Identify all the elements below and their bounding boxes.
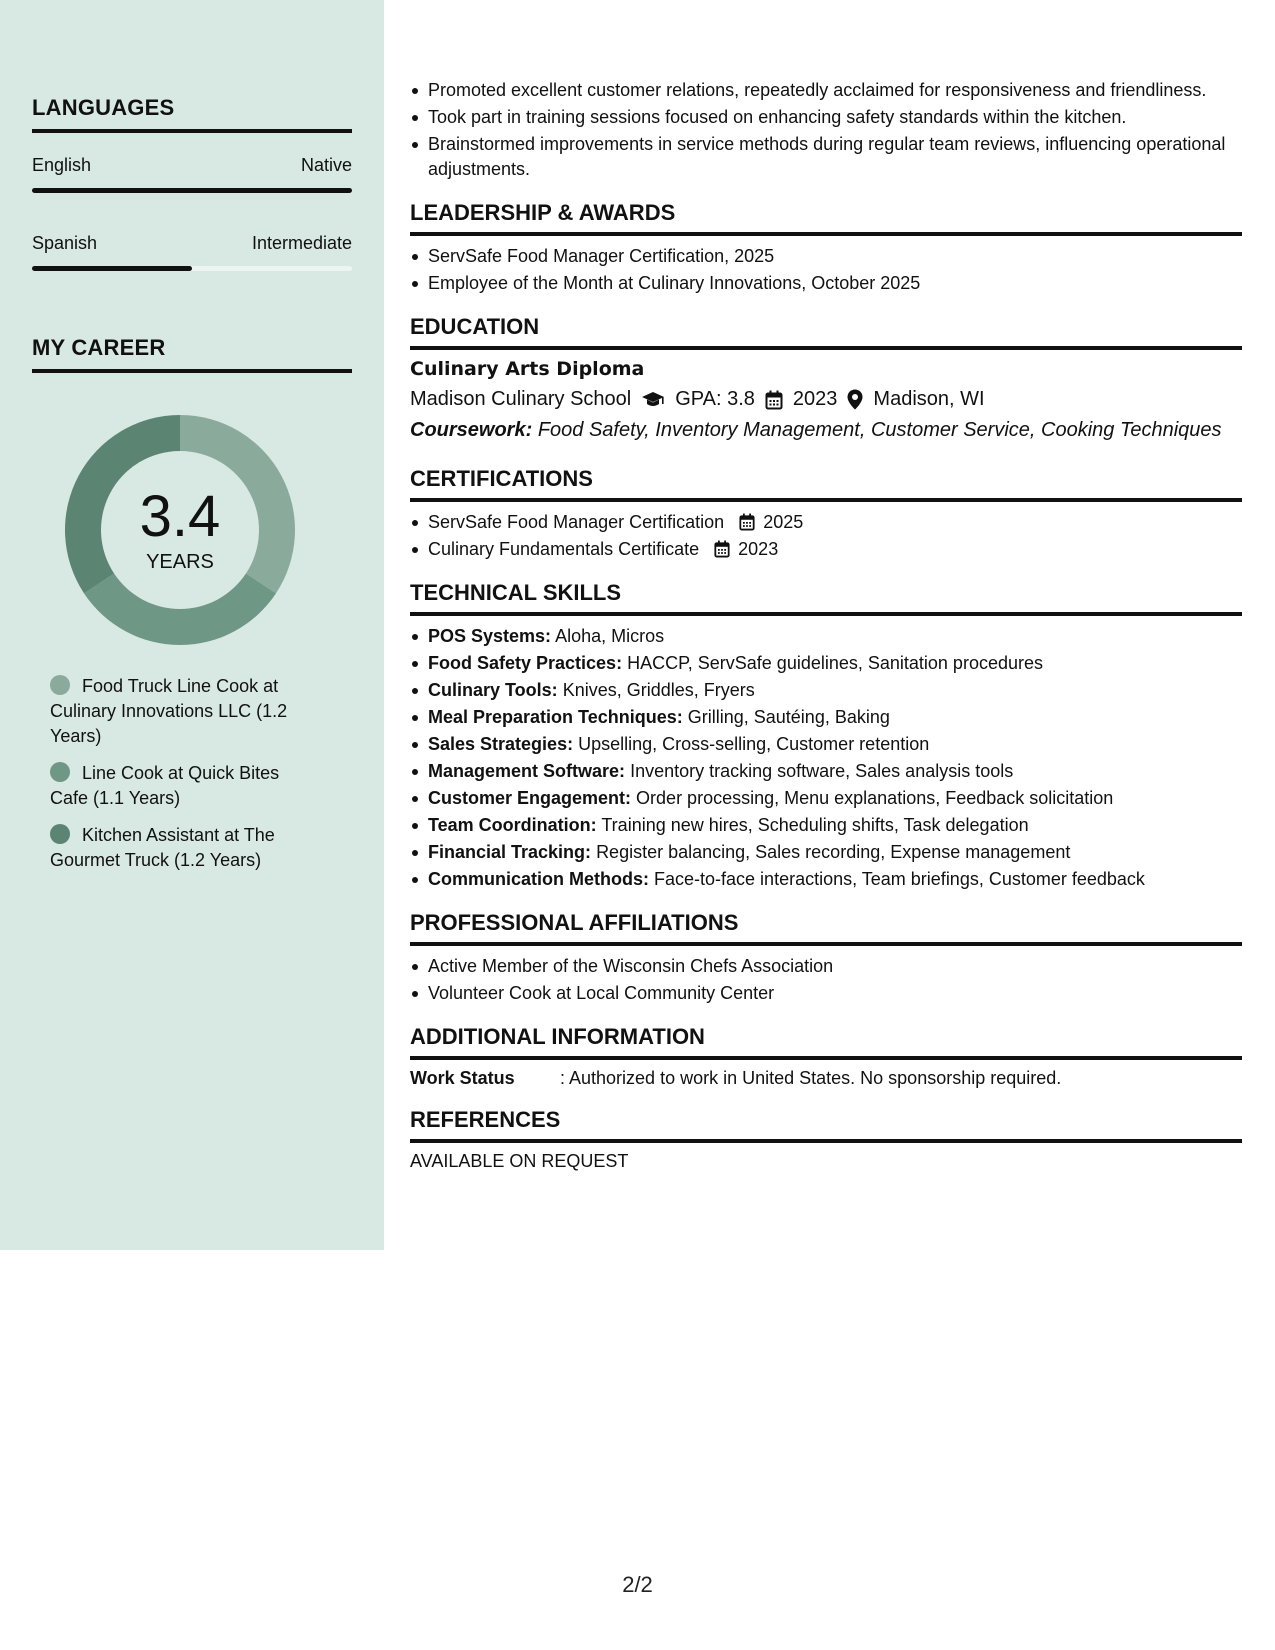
certifications-heading: CERTIFICATIONS <box>410 466 593 491</box>
section-divider <box>410 612 1242 616</box>
skill-label: Sales Strategies: <box>428 734 574 754</box>
section-divider <box>410 232 1242 236</box>
career-donut-chart <box>65 415 295 645</box>
language-name: Spanish <box>32 233 98 253</box>
section-divider <box>410 1056 1242 1060</box>
skill-label: Culinary Tools: <box>428 680 558 700</box>
language-level: Native <box>300 155 352 175</box>
career-legend-item <box>50 761 310 811</box>
section-divider <box>410 346 1242 350</box>
references-text: AVAILABLE ON REQUEST <box>410 1151 629 1171</box>
skill-item <box>410 840 1242 865</box>
skill-label: Food Safety Practices: <box>428 653 623 673</box>
skills-list <box>410 624 1242 892</box>
legend-dot-icon <box>50 675 70 695</box>
career-total-unit: YEARS <box>146 551 214 573</box>
leadership-heading: LEADERSHIP & AWARDS <box>410 200 676 225</box>
skill-item <box>410 759 1242 784</box>
languages-section <box>32 95 352 271</box>
skill-value: Order processing, Menu explanations, Feedback solicitation <box>636 788 1114 808</box>
language-item <box>32 155 352 193</box>
skill-label: Customer Engagement: <box>428 788 632 808</box>
leadership-list <box>410 244 1242 296</box>
skill-value: Upselling, Cross-selling, Customer retention <box>578 734 930 754</box>
languages-divider <box>32 129 352 133</box>
skill-value: Aloha, Micros <box>555 626 665 646</box>
skill-label: Management Software: <box>428 761 626 781</box>
affiliation-item: Active Member of the Wisconsin Chefs Association <box>410 954 1242 979</box>
language-proficiency-bar <box>32 188 352 193</box>
skill-item <box>410 624 1242 649</box>
skill-item <box>410 732 1242 757</box>
additional-info-heading: ADDITIONAL INFORMATION <box>410 1024 705 1049</box>
career-divider <box>32 369 352 373</box>
work-status-label: Work Status <box>410 1068 515 1088</box>
certifications-list <box>410 510 1242 562</box>
work-status-value: : Authorized to work in United States. No sponsorship required. <box>560 1068 1062 1088</box>
work-status-row <box>410 1068 1242 1089</box>
calendar-icon <box>765 390 783 410</box>
certification-item <box>410 510 1242 535</box>
career-legend-label: Line Cook at Quick Bites Cafe (1.1 Years) <box>50 763 280 808</box>
sidebar <box>0 0 384 1250</box>
certification-name: ServSafe Food Manager Certification <box>428 512 725 532</box>
education-coursework <box>410 419 1242 442</box>
certification-year: 2023 <box>738 539 779 559</box>
skill-value: Grilling, Sautéing, Baking <box>687 707 890 727</box>
skill-value: Training new hires, Scheduling shifts, Task delegation <box>601 815 1029 835</box>
skill-item <box>410 651 1242 676</box>
leadership-item: ServSafe Food Manager Certification, 2025 <box>410 244 1242 269</box>
career-legend-item <box>50 823 310 873</box>
skill-item <box>410 705 1242 730</box>
experience-bullet: Brainstormed improvements in service methods during regular team reviews, influencing operational adjustments. <box>410 132 1242 182</box>
skill-label: POS Systems: <box>428 626 552 646</box>
skill-value: Inventory tracking software, Sales analysis tools <box>630 761 1014 781</box>
career-total-value: 3.4 <box>139 484 221 549</box>
main-content <box>410 78 1242 1172</box>
language-level: Intermediate <box>251 233 352 253</box>
graduation-cap-icon <box>641 391 665 409</box>
page-number: 2/2 <box>622 1572 653 1597</box>
affiliations-heading: PROFESSIONAL AFFILIATIONS <box>410 910 739 935</box>
language-name: English <box>32 155 92 175</box>
career-heading: MY CAREER <box>32 335 166 360</box>
language-proficiency-bar <box>32 266 352 271</box>
language-proficiency-fill <box>32 188 352 193</box>
skill-label: Financial Tracking: <box>428 842 592 862</box>
career-section <box>32 335 352 373</box>
certification-item <box>410 537 1242 562</box>
experience-bullet: Promoted excellent customer relations, repeatedly acclaimed for responsiveness and friendliness. <box>410 78 1242 103</box>
leadership-item: Employee of the Month at Culinary Innovations, October 2025 <box>410 271 1242 296</box>
section-divider <box>410 1139 1242 1143</box>
affiliation-item: Volunteer Cook at Local Community Center <box>410 981 1242 1006</box>
legend-dot-icon <box>50 824 70 844</box>
education-details <box>410 388 1242 411</box>
skill-value: HACCP, ServSafe guidelines, Sanitation procedures <box>627 653 1043 673</box>
language-proficiency-fill <box>32 266 192 271</box>
education-location: Madison, WI <box>873 388 985 410</box>
career-legend-label: Kitchen Assistant at The Gourmet Truck (1.2 Years) <box>50 825 275 870</box>
coursework-value: Food Safety, Inventory Management, Customer Service, Cooking Techniques <box>537 419 1222 441</box>
education-year: 2023 <box>792 388 838 410</box>
legend-dot-icon <box>50 762 70 782</box>
skill-value: Face-to-face interactions, Team briefings, Customer feedback <box>654 869 1145 889</box>
skill-value: Register balancing, Sales recording, Expense management <box>596 842 1071 862</box>
map-pin-icon <box>847 389 863 410</box>
career-legend <box>50 674 310 885</box>
career-total-display <box>65 415 295 645</box>
career-legend-item <box>50 674 310 749</box>
skill-item <box>410 678 1242 703</box>
skill-value: Knives, Griddles, Fryers <box>562 680 755 700</box>
certification-year: 2025 <box>763 512 804 532</box>
skill-item <box>410 867 1242 892</box>
experience-bullet-list <box>410 78 1242 182</box>
certification-name: Culinary Fundamentals Certificate <box>428 539 700 559</box>
affiliations-list <box>410 954 1242 1006</box>
skill-item <box>410 786 1242 811</box>
skill-item <box>410 813 1242 838</box>
skill-label: Team Coordination: <box>428 815 597 835</box>
skill-label: Meal Preparation Techniques: <box>428 707 683 727</box>
education-school: Madison Culinary School <box>410 388 632 410</box>
career-legend-label: Food Truck Line Cook at Culinary Innovations LLC (1.2 Years) <box>50 676 288 746</box>
skill-label: Communication Methods: <box>428 869 649 889</box>
section-divider <box>410 942 1242 946</box>
skills-heading: TECHNICAL SKILLS <box>410 580 622 605</box>
experience-bullet: Took part in training sessions focused on enhancing safety standards within the kitchen. <box>410 105 1242 130</box>
references-heading: REFERENCES <box>410 1107 561 1132</box>
section-divider <box>410 498 1242 502</box>
calendar-icon <box>714 540 730 558</box>
languages-heading: LANGUAGES <box>32 95 175 120</box>
coursework-label: Coursework: <box>410 419 533 441</box>
language-item <box>32 233 352 271</box>
education-heading: EDUCATION <box>410 314 540 339</box>
calendar-icon <box>739 513 755 531</box>
education-gpa: GPA: 3.8 <box>675 388 755 410</box>
education-degree: Culinary Arts Diploma <box>410 358 645 380</box>
